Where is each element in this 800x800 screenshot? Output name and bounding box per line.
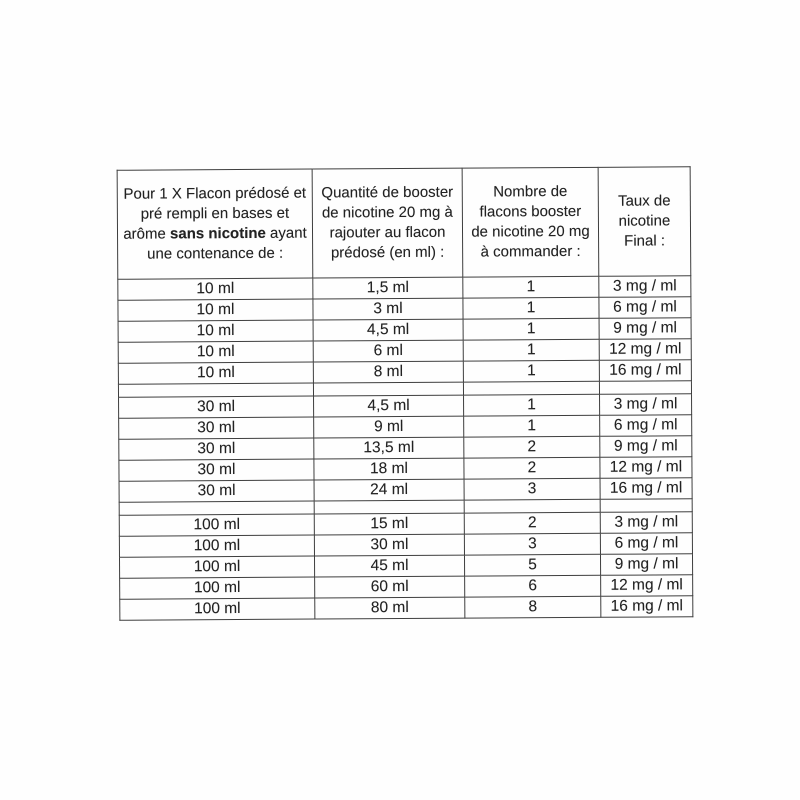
cell-quantite-booster: 8 ml <box>313 361 463 383</box>
header-line: Final : <box>624 232 666 250</box>
cell-nombre-flacons: 5 <box>464 554 600 576</box>
spacer-cell <box>313 382 463 396</box>
cell-quantite-booster: 4,5 ml <box>313 319 463 341</box>
header-line: pré rempli en bases et <box>140 204 290 223</box>
cell-taux-final: 3 mg / ml <box>599 276 691 298</box>
cell-quantite-booster: 80 ml <box>315 597 465 619</box>
spacer-cell <box>119 501 314 515</box>
cell-quantite-booster: 45 ml <box>314 555 464 577</box>
table-body <box>118 276 693 620</box>
cell-taux-final: 6 mg / ml <box>599 297 691 319</box>
cell-nombre-flacons: 6 <box>465 575 601 597</box>
cell-contenance: 10 ml <box>118 299 313 321</box>
cell-contenance: 30 ml <box>119 480 314 502</box>
cell-taux-final: 16 mg / ml <box>600 478 692 500</box>
table-header <box>117 167 691 279</box>
cell-nombre-flacons: 8 <box>465 596 601 618</box>
cell-taux-final: 9 mg / ml <box>600 436 692 458</box>
header-line: de nicotine 20 mg à <box>321 203 453 222</box>
column-header-taux-nicotine <box>598 167 691 277</box>
nicotine-booster-conversion-table <box>117 166 694 620</box>
cell-contenance: 100 ml <box>119 556 314 578</box>
cell-taux-final: 16 mg / ml <box>601 596 693 618</box>
spacer-cell <box>463 381 599 395</box>
cell-contenance: 10 ml <box>118 362 313 384</box>
column-header-nombre-flacons <box>462 167 599 277</box>
cell-taux-final: 6 mg / ml <box>600 533 692 555</box>
cell-contenance: 10 ml <box>118 341 313 363</box>
header-line: une contenance de : <box>147 244 284 263</box>
cell-contenance: 10 ml <box>118 320 313 342</box>
cell-contenance: 100 ml <box>119 535 314 557</box>
cell-nombre-flacons: 3 <box>464 478 600 500</box>
cell-contenance: 10 ml <box>118 278 313 300</box>
column-header-quantite-booster <box>312 168 463 278</box>
cell-nombre-flacons: 2 <box>464 457 600 479</box>
cell-nombre-flacons: 1 <box>463 297 599 319</box>
header-line: rajouter au flacon <box>329 223 446 242</box>
header-line: Nombre de <box>493 183 568 201</box>
cell-quantite-booster: 3 ml <box>313 298 463 320</box>
cell-taux-final: 12 mg / ml <box>600 457 692 479</box>
header-line: Pour 1 X Flacon prédosé et <box>123 184 307 203</box>
cell-nombre-flacons: 1 <box>463 339 599 361</box>
cell-taux-final: 9 mg / ml <box>600 554 692 576</box>
cell-taux-final: 3 mg / ml <box>600 512 692 534</box>
header-line-segment: arôme <box>123 225 171 243</box>
cell-nombre-flacons: 1 <box>464 415 600 437</box>
cell-quantite-booster: 30 ml <box>314 534 464 556</box>
cell-nombre-flacons: 3 <box>464 533 600 555</box>
cell-nombre-flacons: 1 <box>463 318 599 340</box>
cell-contenance: 100 ml <box>120 598 315 620</box>
header-row <box>117 167 691 279</box>
cell-quantite-booster: 18 ml <box>314 458 464 480</box>
header-line: Taux de <box>617 192 671 210</box>
cell-contenance: 30 ml <box>119 438 314 460</box>
cell-nombre-flacons: 1 <box>463 276 599 298</box>
spacer-cell <box>600 499 692 513</box>
cell-quantite-booster: 4,5 ml <box>314 395 464 417</box>
cell-taux-final: 12 mg / ml <box>599 339 691 361</box>
cell-quantite-booster: 9 ml <box>314 416 464 438</box>
cell-nombre-flacons: 2 <box>464 436 600 458</box>
cell-contenance: 100 ml <box>120 577 315 599</box>
cell-taux-final: 16 mg / ml <box>599 360 691 382</box>
cell-nombre-flacons: 1 <box>464 394 600 416</box>
header-line: nicotine <box>618 212 671 230</box>
cell-nombre-flacons: 1 <box>463 360 599 382</box>
spacer-cell <box>118 383 313 397</box>
header-line: Quantité de booster <box>321 183 454 202</box>
spacer-cell <box>314 500 464 514</box>
cell-contenance: 30 ml <box>119 396 314 418</box>
header-line: de nicotine 20 mg <box>471 222 590 241</box>
table-row <box>120 596 693 620</box>
header-line: à commander : <box>480 242 581 261</box>
header-line: flacons booster <box>479 202 582 221</box>
spacer-cell <box>599 381 691 395</box>
cell-contenance: 100 ml <box>119 514 314 536</box>
spacer-cell <box>464 499 600 513</box>
cell-quantite-booster: 15 ml <box>314 513 464 535</box>
cell-taux-final: 3 mg / ml <box>600 394 692 416</box>
cell-quantite-booster: 24 ml <box>314 479 464 501</box>
cell-quantite-booster: 13,5 ml <box>314 437 464 459</box>
cell-quantite-booster: 6 ml <box>313 340 463 362</box>
cell-taux-final: 9 mg / ml <box>599 318 691 340</box>
header-line-segment: ayant <box>265 224 307 242</box>
column-header-contenance <box>117 169 313 279</box>
cell-contenance: 30 ml <box>119 417 314 439</box>
header-line-bold-segment: sans nicotine <box>169 224 266 243</box>
cell-nombre-flacons: 2 <box>464 512 600 534</box>
cell-quantite-booster: 60 ml <box>315 576 465 598</box>
cell-taux-final: 6 mg / ml <box>600 415 692 437</box>
header-line: prédosé (en ml) : <box>330 243 445 262</box>
cell-quantite-booster: 1,5 ml <box>313 277 463 299</box>
header-line <box>118 224 312 245</box>
cell-taux-final: 12 mg / ml <box>601 575 693 597</box>
cell-contenance: 30 ml <box>119 459 314 481</box>
